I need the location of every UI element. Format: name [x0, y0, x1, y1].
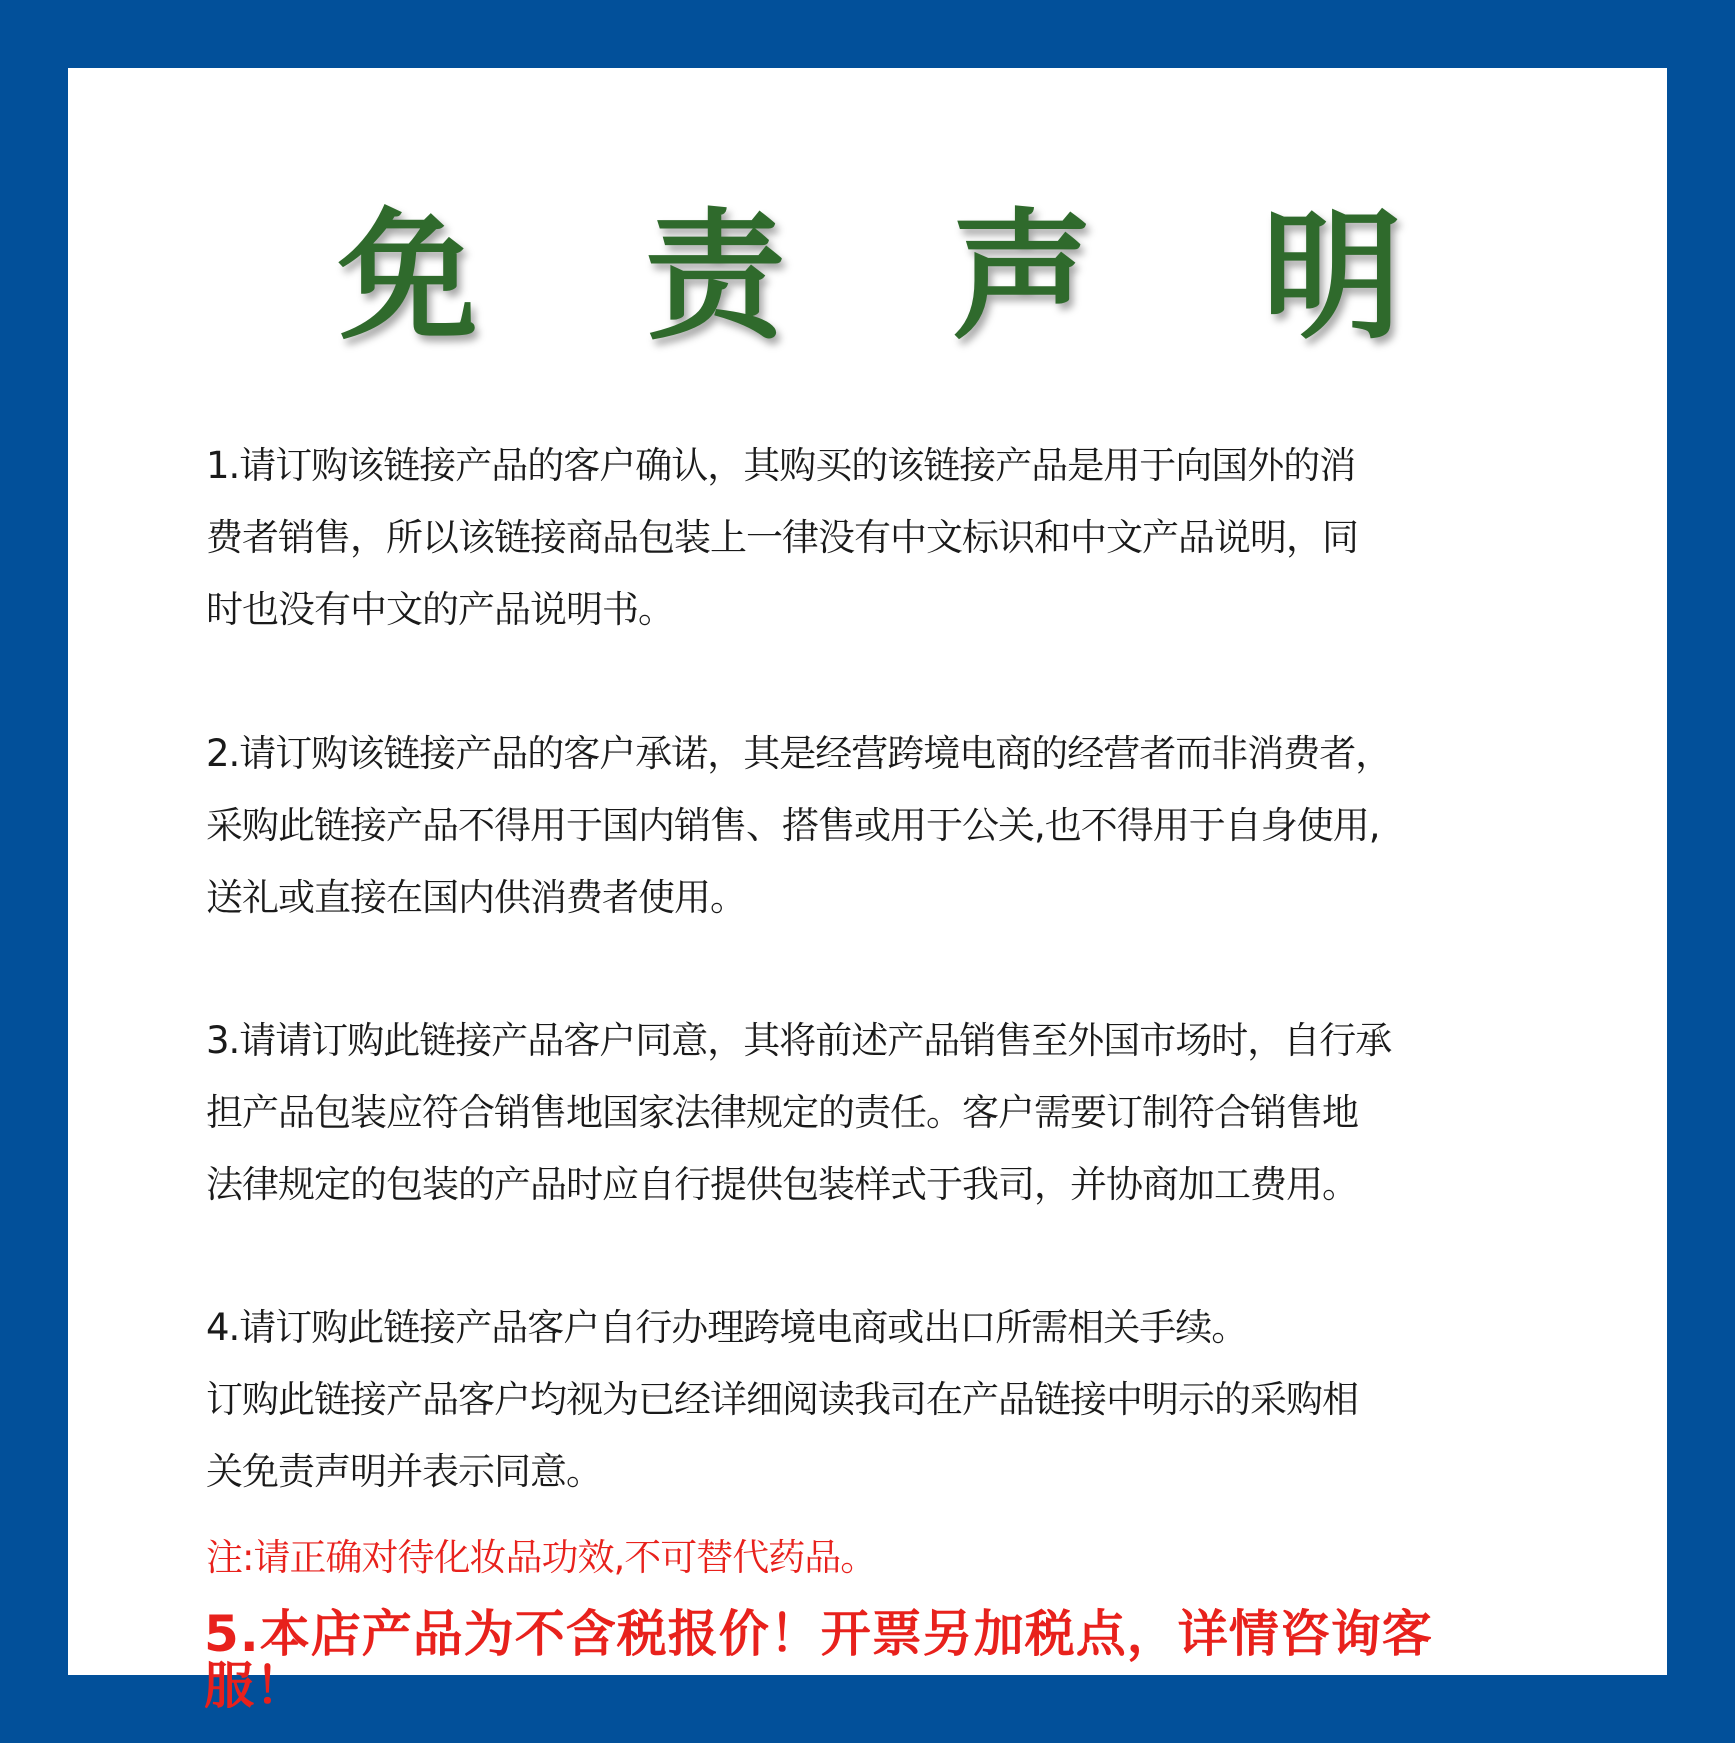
- clause-4-line-1: 4.请订购此链接产品客户自行办理跨境电商或出口所需相关手续。: [206, 1306, 1248, 1349]
- clause-1-line-2: 费者销售，所以该链接商品包装上一律没有中文标识和中文产品说明，同: [206, 516, 1358, 559]
- clause-2: [206, 718, 1606, 934]
- tax-price-notice-line-1: 5.本店产品为不含税报价！开票另加税点，详情咨询客: [204, 1605, 1433, 1663]
- clause-3-line-2: 担产品包装应符合销售地国家法律规定的责任。客户需要订制符合销售地: [206, 1091, 1358, 1134]
- clause-1-line-1: 1.请订购该链接产品的客户确认，其购买的该链接产品是用于向国外的消: [206, 444, 1356, 487]
- disclaimer-panel: [68, 68, 1667, 1715]
- cosmetics-note: 注:请正确对待化妆品功效,不可替代药品。: [206, 1536, 877, 1579]
- title-char-4: 明: [1262, 196, 1403, 359]
- clause-4-line-2: 订购此链接产品客户均视为已经详细阅读我司在产品链接中明示的采购相: [206, 1378, 1358, 1421]
- tax-price-notice: [204, 1605, 1674, 1715]
- title-char-1: 免: [338, 196, 479, 359]
- title-char-3: 声: [952, 196, 1093, 359]
- clause-2-line-3: 送礼或直接在国内供消费者使用。: [206, 876, 746, 919]
- clause-3: [206, 1005, 1606, 1221]
- clause-2-line-1: 2.请订购该链接产品的客户承诺，其是经营跨境电商的经营者而非消费者，: [206, 732, 1392, 775]
- title-char-2: 责: [645, 196, 786, 359]
- clause-4: [206, 1292, 1606, 1508]
- disclaimer-title: [68, 196, 1667, 428]
- tax-price-notice-line-2: 服！: [204, 1657, 306, 1715]
- clause-3-line-1: 3.请请订购此链接产品客户同意，其将前述产品销售至外国市场时，自行承: [206, 1019, 1392, 1062]
- clause-2-line-2: 采购此链接产品不得用于国内销售、搭售或用于公关,也不得用于自身使用,: [206, 804, 1380, 847]
- clause-4-line-3: 关免责声明并表示同意。: [206, 1450, 602, 1493]
- clause-3-line-3: 法律规定的包装的产品时应自行提供包装样式于我司，并协商加工费用。: [206, 1163, 1358, 1206]
- clause-1: [206, 430, 1606, 646]
- clause-1-line-3: 时也没有中文的产品说明书。: [206, 588, 674, 631]
